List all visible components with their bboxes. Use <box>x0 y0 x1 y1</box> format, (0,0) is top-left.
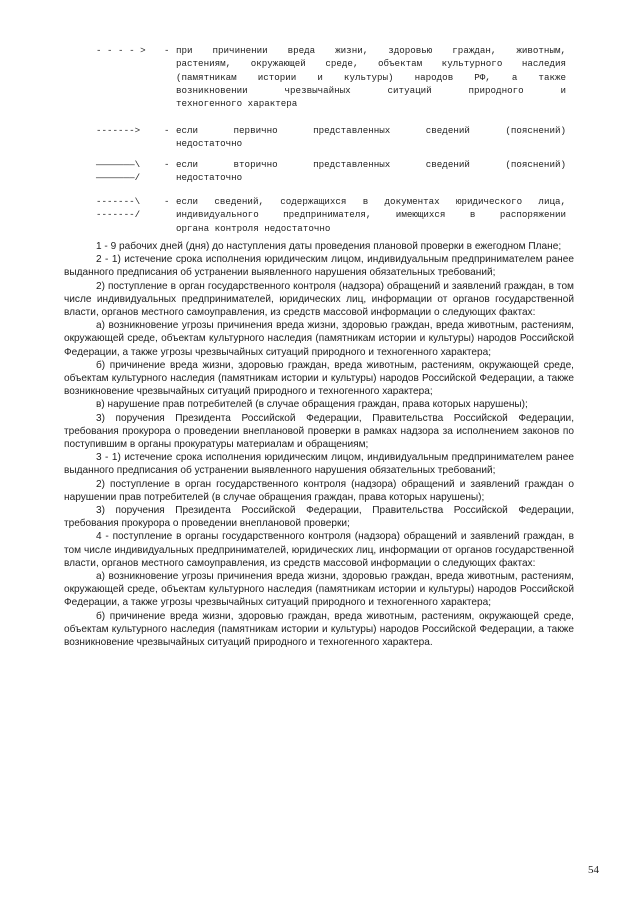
legend-line: при причинении вреда жизни, здоровью граждан, животным, <box>176 45 566 56</box>
legend-row-1 <box>96 44 566 112</box>
bracket-top: -------\ <box>96 196 141 207</box>
paragraph: 2 - 1) истечение срока исполнения юридическим лицом, индивидуальным предпринимателем ранее выданного предписания об устранении выявленного нарушения обязательных требований; <box>64 254 574 279</box>
legend-dash: - <box>164 159 170 170</box>
legend-line: если сведений, содержащихся в документах юридического лица, <box>176 196 566 207</box>
paragraph: б) причинение вреда жизни, здоровью граждан, вреда животным, растениям, окружающей среде, объектам культурного наследия (памятникам истории и культуры) народов Российской Федерации, а также возникновение чрезвычайных ситуаций природного и техногенного характера; <box>64 359 574 398</box>
legend-text-3 <box>176 158 566 185</box>
page-number: 54 <box>588 864 599 876</box>
paragraph: а) возникновение угрозы причинения вреда жизни, здоровью граждан, вреда животным, растениям, окружающей среде, объектам культурного наследия (памятникам истории и культуры) народов Российской Федерации, а также угрозы чрезвычайных ситуаций природного и техногенного характера; <box>64 320 574 358</box>
legend-dash: - <box>164 125 170 136</box>
legend-dash: - <box>164 45 170 56</box>
body-text <box>64 240 574 649</box>
paragraph: в) нарушение прав потребителей (в случае обращения граждан, права которых нарушены); <box>96 399 528 411</box>
paragraph: 3 - 1) истечение срока исполнения юридическим лицом, индивидуальным предпринимателем ранее выданного предписания об устранении выявленного нарушения обязательных требований; <box>64 452 574 477</box>
paragraph: 2) поступление в орган государственного контроля (надзора) обращений и заявлений граждан о нарушении прав потребителей (в случае обращения граждан, права которых нарушены); <box>64 478 574 503</box>
legend-line: возникновении чрезвычайных ситуаций природного и <box>176 84 566 96</box>
legend-dash: - <box>164 196 170 207</box>
legend-line: растениям, окружающей среде, объектам культурного наследия <box>176 58 566 70</box>
legend-line: индивидуального предпринимателя, имеющихся в распоряжении <box>176 209 566 221</box>
legend-text-1 <box>176 44 566 110</box>
paragraph: 2) поступление в орган государственного контроля (надзора) обращений и заявлений граждан, в том числе индивидуальных предпринимателей, юридических лиц, информации от органов государственной власти, органов местного самоуправления, из средств массовой информации о следующих фактах: <box>64 280 574 319</box>
paragraph: 3) поручения Президента Российской Федерации, Правительства Российской Федерации, требования прокурора о проведении внеплановой проверки в рамках надзора за исполнением законов по поступившим в органы прокуратуры материалам и обращениям; <box>64 412 574 451</box>
legend-line: если первично представленных сведений (пояснений) <box>176 125 566 136</box>
paragraph: 1 - 9 рабочих дней (дня) до наступления даты проведения плановой проверки в ежегодном Плане; <box>96 241 562 252</box>
legend-text-2 <box>176 124 566 151</box>
paragraph: 3) поручения Президента Российской Федерации, Правительства Российской Федерации, требования прокурора о проведении внеплановой проверки; <box>64 505 574 530</box>
solid-bracket-symbol <box>96 158 166 185</box>
bracket-top: ———————\ <box>96 159 141 170</box>
paragraph: б) причинение вреда жизни, здоровью граждан, вреда животным, растениям, окружающей среде, объектам культурного наследия (памятникам истории и культуры) народов Российской Федерации, а также возникновение чрезвычайных ситуаций природного и техногенного характера. <box>64 610 574 649</box>
legend-row-4 <box>96 195 566 237</box>
dashed-bracket-symbol <box>96 195 166 222</box>
legend-line: техногенного характера <box>176 98 298 110</box>
paragraph: а) возникновение угрозы причинения вреда жизни, здоровью граждан, вреда животным, растениям, окружающей среде, объектам культурного наследия (памятникам истории и культуры) народов Российской Федерации, а также угрозы чрезвычайных ситуаций природного и техногенного характера; <box>64 571 574 609</box>
legend-line: недостаточно <box>176 138 243 150</box>
legend-line: органа контроля недостаточно <box>176 222 331 234</box>
legend-row-2 <box>96 124 566 152</box>
dash-arrow-symbol: -------> <box>96 125 141 136</box>
paragraph: 4 - поступление в органы государственного контроля (надзора) обращений и заявлений граждан, в том числе индивидуальных предпринимателей, юридических лиц, информации от органов государственной власти, органов местного самоуправления, из средств массовой информации о следующих фактах: <box>64 531 574 569</box>
legend-line: если вторично представленных сведений (пояснений) <box>176 159 566 170</box>
bracket-bottom: ———————/ <box>96 172 141 184</box>
legend-row-3 <box>96 158 566 186</box>
legend-text-4 <box>176 195 566 235</box>
bracket-bottom: -------/ <box>96 209 141 221</box>
legend-line: (памятникам истории и культуры) народов РФ, а также <box>176 71 566 83</box>
dashed-arrow-symbol: - - - - > <box>96 45 146 56</box>
legend-line: недостаточно <box>176 172 243 184</box>
